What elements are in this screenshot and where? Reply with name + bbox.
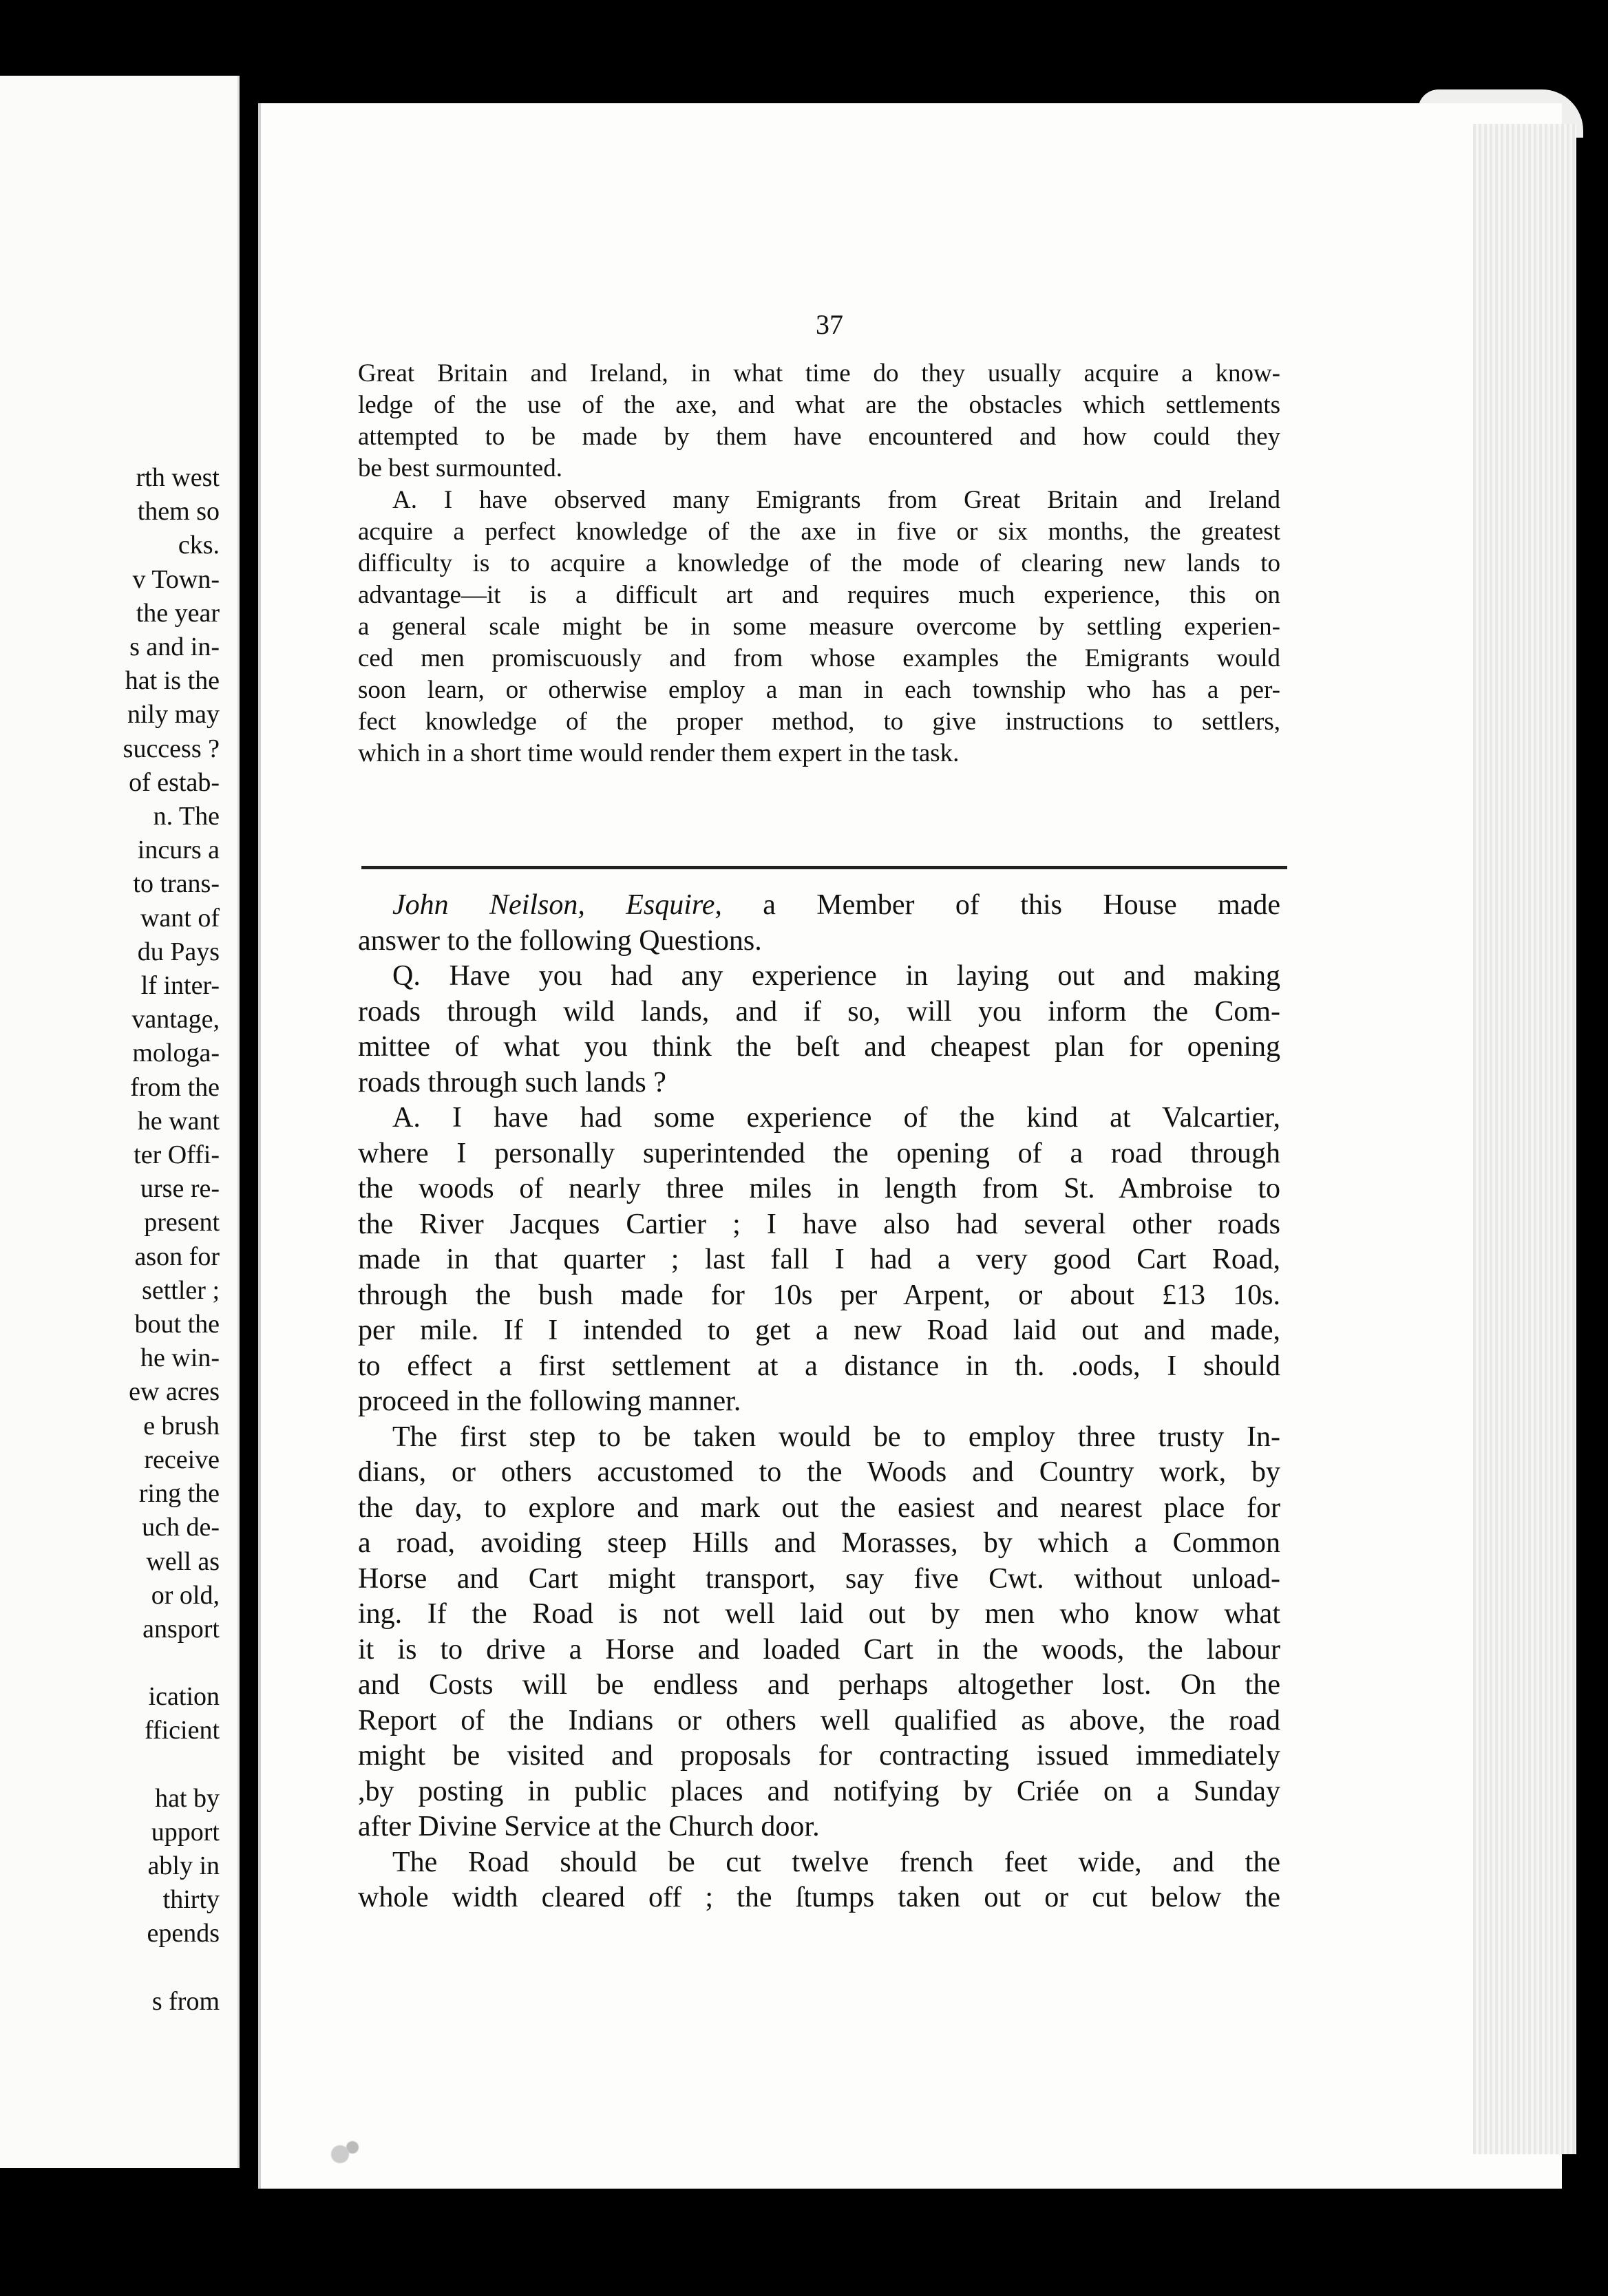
previous-page-line: well as xyxy=(146,1546,220,1576)
previous-page-line: incurs a xyxy=(137,836,220,865)
previous-page-line: v Town- xyxy=(132,564,220,594)
page-number: 37 xyxy=(816,309,843,340)
text-line: whole width cleared off ; the ſtumps taken out or cut below the xyxy=(358,1882,1280,1913)
previous-page-line: settler ; xyxy=(142,1275,220,1305)
text-line: a road, avoiding steep Hills and Morasses, by which a Common xyxy=(358,1527,1280,1559)
previous-page-line: receive xyxy=(144,1445,220,1474)
previous-page-line: nily may xyxy=(127,700,220,730)
text-line: fect knowledge of the proper method, to give instructions to settlers, xyxy=(358,708,1280,736)
previous-page-line: ew acres xyxy=(129,1377,220,1407)
witness-name: John Neilson, Esquire, xyxy=(392,889,722,921)
text-line: it is to drive a Horse and loaded Cart in the woods, the labour xyxy=(358,1633,1280,1666)
text-line: through the bush made for 10s per Arpent, or about £13 10s. xyxy=(358,1279,1280,1311)
text-line: after Divine Service at the Church door. xyxy=(358,1811,820,1842)
previous-page-line: want of xyxy=(140,903,220,933)
text-line: might be visited and proposals for contracting issued immediately xyxy=(358,1740,1280,1772)
text-line: per mile. If I intended to get a new Road laid out and made, xyxy=(358,1315,1280,1346)
previous-page-line: s and in- xyxy=(129,633,220,662)
text-line: be best surmounted. xyxy=(358,454,562,482)
text-line: a general scale might be in some measure overcome by settling experien- xyxy=(358,613,1280,641)
previous-page-line: n. The xyxy=(153,802,220,831)
previous-page-line: epends xyxy=(147,1919,220,1948)
text-line: roads through wild lands, and if so, will you inform the Com- xyxy=(358,995,1280,1028)
text-line: ced men promiscuously and from whose examples the Emigrants would xyxy=(358,644,1280,672)
text-line: attempted to be made by them have encountered and how could they xyxy=(358,423,1280,451)
previous-page xyxy=(0,76,240,2168)
text-line: made in that quarter ; last fall I had a very good Cart Road, xyxy=(358,1244,1280,1275)
question-2 xyxy=(358,959,1280,1101)
previous-page-line: rth west xyxy=(136,463,220,492)
previous-page-line: of estab- xyxy=(129,767,220,797)
text-line: ,by posting in public places and notifying by Criée on a Sunday xyxy=(358,1775,1280,1807)
neilson-testimony xyxy=(358,888,1280,1916)
text-line: and Costs will be endless and perhaps altogether lost. On the xyxy=(358,1669,1280,1701)
answer-2 xyxy=(358,1101,1280,1420)
previous-page-line: s from xyxy=(151,1986,220,2016)
previous-page-line: or old, xyxy=(151,1580,220,1610)
question-continuation-block xyxy=(358,358,1280,769)
previous-page-line: mologa- xyxy=(132,1039,220,1068)
previous-page-line: e brush xyxy=(143,1411,220,1441)
text-line: answer to the following Questions. xyxy=(358,924,762,957)
previous-page-line: ason for xyxy=(134,1242,220,1271)
text-line: A. I have had some experience of the kind at Valcartier, xyxy=(392,1102,1280,1134)
text-line: Great Britain and Ireland, in what time do they usually acquire a know- xyxy=(358,359,1280,387)
text-line: The Road should be cut twelve french feet wide, and the xyxy=(392,1846,1280,1878)
text-line: where I personally superintended the opening of a road through xyxy=(358,1137,1280,1169)
witness-intro xyxy=(358,888,1280,924)
paragraph-3 xyxy=(358,1420,1280,1845)
previous-page-line: hat by xyxy=(155,1783,220,1813)
paragraph-4 xyxy=(358,1845,1280,1916)
previous-page-line: present xyxy=(144,1208,220,1237)
previous-page-line: du Pays xyxy=(137,937,220,966)
text-line: soon learn, or otherwise employ a man in each township who has a per- xyxy=(358,676,1280,704)
text-line: Report of the Indians or others well qualified as above, the road xyxy=(358,1704,1280,1736)
text-line: The first step to be taken would be to employ three trusty In- xyxy=(392,1421,1280,1453)
previous-page-line: urse re- xyxy=(140,1174,220,1204)
previous-page-line: bout the xyxy=(134,1310,220,1339)
previous-page-line: thirty xyxy=(162,1885,220,1915)
previous-page-line: success ? xyxy=(123,734,220,763)
previous-page-line: he win- xyxy=(140,1343,220,1373)
previous-page-line: to trans- xyxy=(133,869,220,899)
previous-page-line: the year xyxy=(136,598,220,628)
paper-blemish xyxy=(324,2137,365,2171)
question-continuation xyxy=(358,358,1280,485)
previous-page-line: ring the xyxy=(138,1479,220,1509)
previous-page-line: he want xyxy=(137,1106,220,1136)
text-line: mittee of what you think the beſt and cheapest plan for opening xyxy=(358,1031,1280,1063)
previous-page-line: vantage, xyxy=(131,1005,220,1034)
text-line: dians, or others accustomed to the Woods and Country work, by xyxy=(358,1456,1280,1488)
text-line: which in a short time would render them expert in the task. xyxy=(358,739,960,767)
previous-page-line: lf inter- xyxy=(140,971,220,1001)
text-line: Horse and Cart might transport, say five Cwt. without unload- xyxy=(358,1562,1280,1595)
text-line: proceed in the following manner. xyxy=(358,1385,741,1417)
text-line: ing. If the Road is not well laid out by men who know what xyxy=(358,1598,1280,1630)
answer-1 xyxy=(358,485,1280,769)
previous-page-line: cks. xyxy=(178,531,220,560)
previous-page-line: ication xyxy=(148,1682,220,1712)
witness-intro-rest: a Member of this House made xyxy=(721,889,1280,921)
text-line: Q. Have you had any experience in laying out and making xyxy=(392,960,1280,992)
previous-page-line: from the xyxy=(130,1072,220,1102)
text-line: the River Jacques Cartier ; I have also had several other roads xyxy=(358,1208,1280,1240)
previous-page-line: upport xyxy=(151,1817,220,1847)
text-line: advantage—it is a difficult art and requires much experience, this on xyxy=(358,581,1280,609)
previous-page-line: hat is the xyxy=(125,666,220,696)
section-divider xyxy=(361,866,1287,869)
text-line: to effect a first settlement at a distance in th. .oods, I should xyxy=(358,1350,1280,1382)
text-line: the day, to explore and mark out the easiest and nearest place for xyxy=(358,1491,1280,1524)
previous-page-line: ably in xyxy=(147,1851,220,1880)
text-line: the woods of nearly three miles in length from St. Ambroise to xyxy=(358,1173,1280,1204)
previous-page-text xyxy=(0,461,220,2019)
previous-page-line: ansport xyxy=(142,1614,220,1644)
previous-page-line: uch de- xyxy=(142,1513,220,1542)
previous-page-line: fficient xyxy=(144,1716,220,1745)
previous-page-line: them so xyxy=(137,497,220,527)
text-line: difficulty is to acquire a knowledge of the mode of clearing new lands to xyxy=(358,549,1280,577)
text-line: roads through such lands ? xyxy=(358,1066,666,1098)
text-line: ledge of the use of the axe, and what are the obstacles which settlements xyxy=(358,391,1280,419)
previous-page-line xyxy=(0,1646,220,1680)
text-line: acquire a perfect knowledge of the axe in five or six months, the greatest xyxy=(358,518,1280,546)
previous-page-line xyxy=(0,1748,220,1782)
previous-page-line xyxy=(0,1951,220,1985)
text-line: A. I have observed many Emigrants from Great Britain and Ireland xyxy=(392,486,1280,514)
previous-page-line: ter Offi- xyxy=(134,1140,220,1170)
page-stack-edge xyxy=(1473,124,1576,2154)
